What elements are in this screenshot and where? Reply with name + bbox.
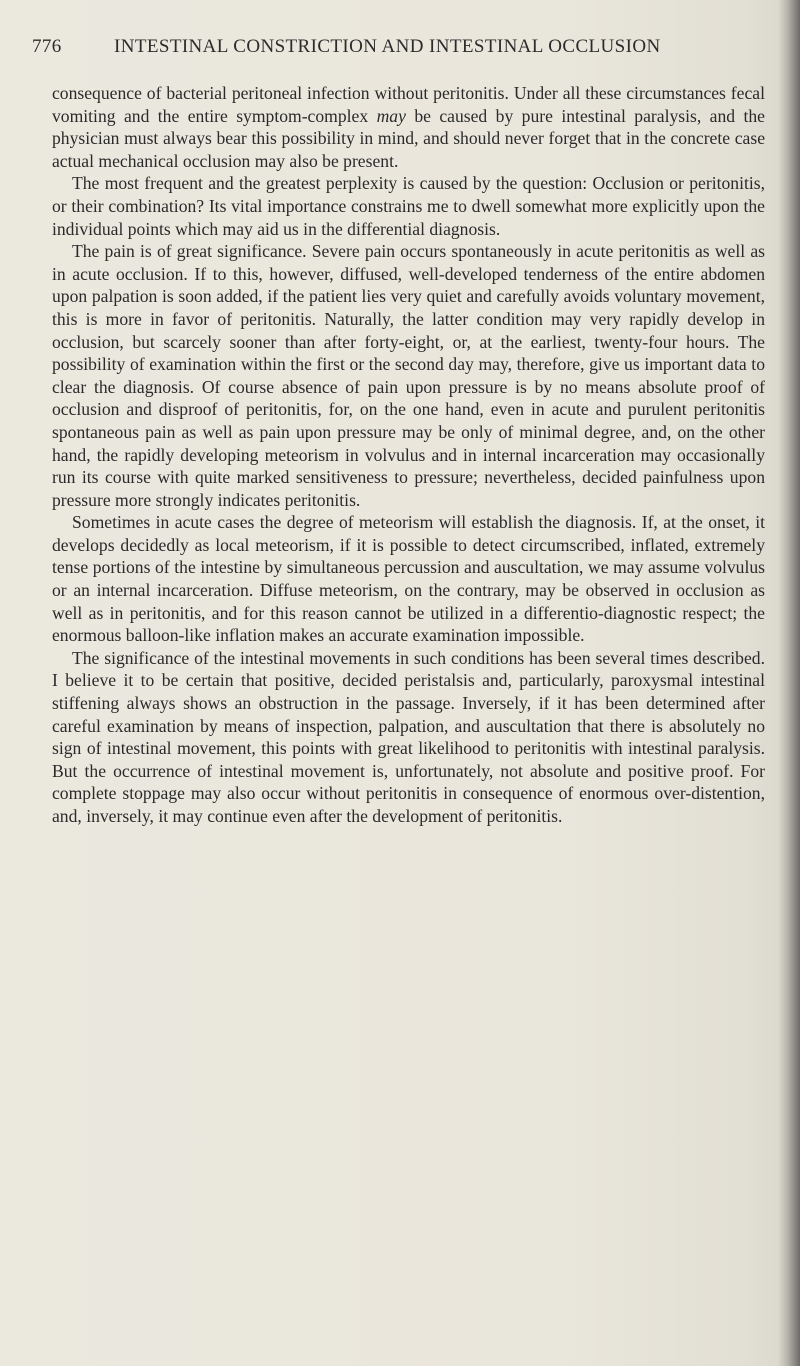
paragraph-2: The most frequent and the greatest perplexity is caused by the question: Occlusion or peritonitis, or their combination? Its vital importance constrains me to dwell somewhat more explicitly upon the individual points which may aid us in the differential diagnosis. bbox=[52, 173, 765, 239]
running-title: INTESTINAL CONSTRICTION AND INTESTINAL OCCLUSION bbox=[114, 36, 661, 57]
paragraph-1: consequence of bacterial peritoneal infection without peritonitis. Under all these circumstances fecal vomiting and the entire symptom-complex may be caused by pure intestinal paralysis, and the physician must always bear this possibility in mind, and should never forget that in the concrete case actual mechanical occlusion may also be present. bbox=[52, 83, 765, 171]
page-edge-shadow bbox=[778, 0, 800, 1366]
emphasis-may: may bbox=[376, 105, 406, 126]
paragraph-5: The significance of the intestinal movements in such conditions has been several times described. I believe it to be certain that positive, decided peristalsis and, particularly, paroxysmal intestinal stiffening always shows an obstruction in the passage. Inversely, if it has been determined after careful examination by means of inspection, palpation, and auscultation that there is absolutely no sign of intestinal movement, this points with great likelihood to peritonitis with intestinal paralysis. But the occurrence of intestinal movement is, unfortunately, not absolute and positive proof. For complete stoppage may also occur without peritonitis in consequence of enormous over-distention, and, inversely, it may continue even after the development of peritonitis. bbox=[52, 647, 765, 826]
page-header bbox=[32, 36, 772, 66]
body-text bbox=[52, 82, 765, 828]
paragraph-4: Sometimes in acute cases the degree of meteorism will establish the diagnosis. If, at the onset, it develops decidedly as local meteorism, if it is possible to detect circumscribed, inflated, extremely tense portions of the intestine by simultaneous percussion and auscultation, we may assume volvulus or an internal incarceration. Diffuse meteorism, on the contrary, may be observed in occlusion as well as in peritonitis, and for this reason cannot be utilized in a differentio-diagnostic respect; the enormous balloon-like inflation makes an accurate examination impossible. bbox=[52, 512, 765, 646]
page-number: 776 bbox=[32, 36, 62, 57]
paragraph-3: The pain is of great significance. Severe pain occurs spontaneously in acute peritonitis as well as in acute occlusion. If to this, however, diffused, well-developed tenderness of the entire abdomen upon palpation is soon added, if the patient lies very quiet and carefully avoids voluntary movement, this is more in favor of peritonitis. Naturally, the latter condition may very rapidly develop in occlusion, but scarcely sooner than after forty-eight, or, at the earliest, twenty-four hours. The possibility of examination within the first or the second day may, therefore, give us important data to clear the diagnosis. Of course absence of pain upon pressure is by no means absolute proof of occlusion and disproof of peritonitis, for, on the one hand, even in acute and purulent peritonitis spontaneous pain as well as pain upon pressure may be only of minimal degree, and, on the other hand, the rapidly developing meteorism in volvulus and in internal incarceration may occasionally run its course with quite marked sensitiveness to pressure; nevertheless, decided painfulness upon pressure more strongly indicates peritonitis. bbox=[52, 241, 765, 510]
